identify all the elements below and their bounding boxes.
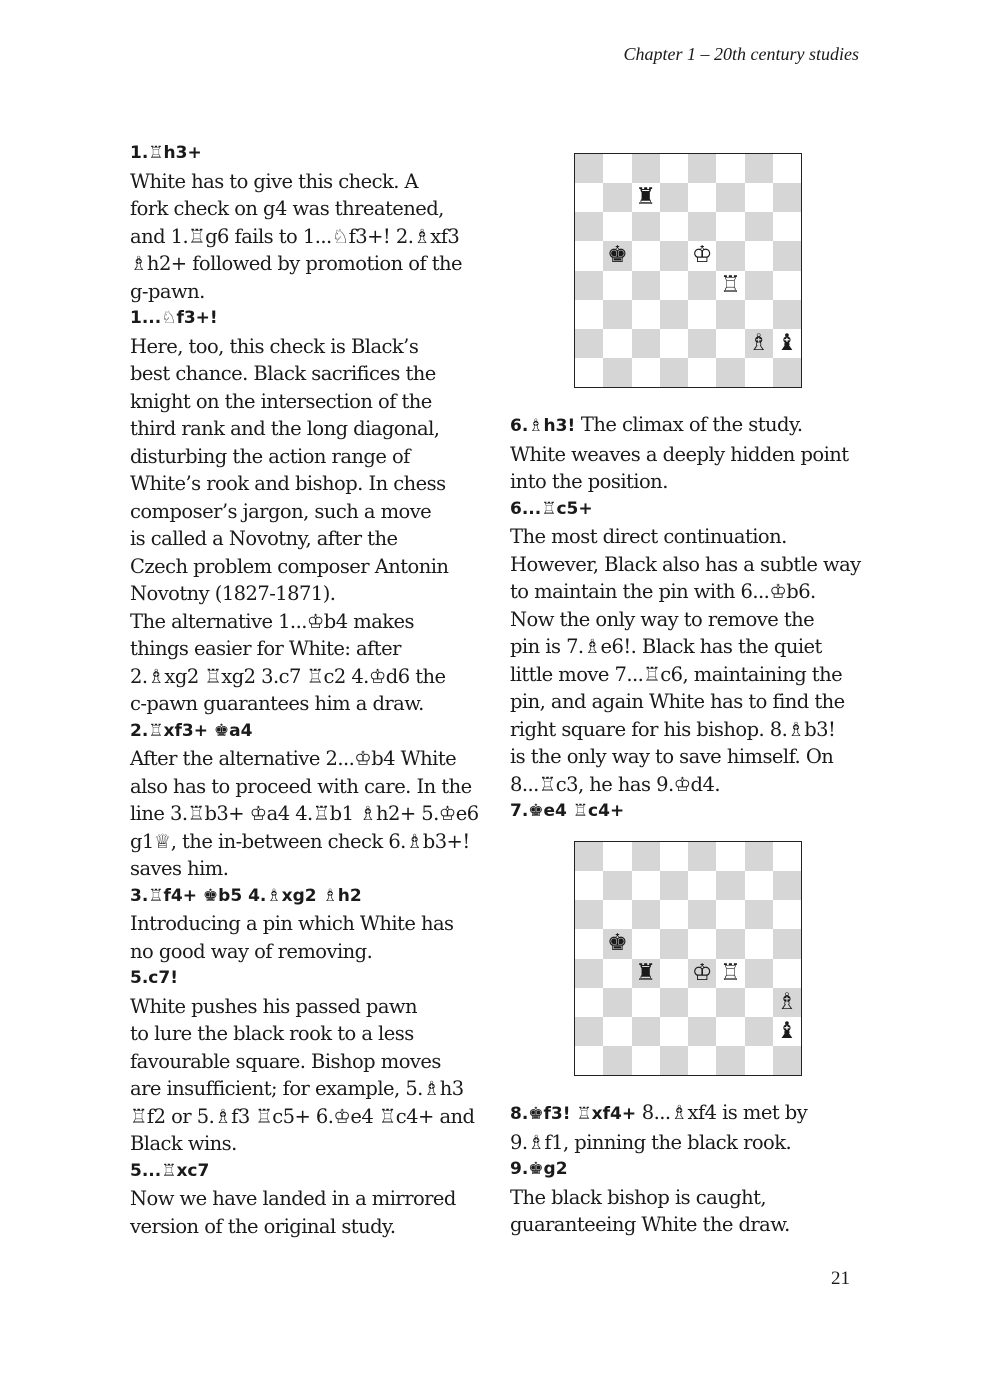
commentary-line: guaranteeing White the draw. — [510, 1213, 790, 1236]
board-square-b7 — [603, 871, 631, 900]
commentary-line: also has to proceed with care. In the — [130, 774, 472, 798]
board-square-h6 — [773, 212, 801, 241]
board-square-g4 — [745, 271, 773, 300]
board-square-b8 — [603, 842, 631, 871]
commentary-line: Introducing a pin which White has — [130, 912, 454, 935]
board-square-a7 — [575, 183, 603, 212]
commentary-line: saves him. — [130, 857, 229, 880]
board-square-e2 — [688, 329, 716, 358]
board-square-e3 — [688, 988, 716, 1017]
chess-piece: ♗ — [776, 988, 798, 1015]
commentary-line: 9.♗f1, pinning the black rook. — [510, 1130, 792, 1154]
commentary-line: no good way of removing. — [130, 939, 373, 963]
board-square-a8 — [575, 842, 603, 871]
board-square-d4 — [660, 959, 688, 988]
commentary-line: disturbing the action range of — [130, 444, 410, 468]
move-heading: 6...♖c5+ — [510, 498, 593, 519]
commentary-line: ♖f2 or 5.♗f3 ♖c5+ 6.♔e4 ♖c4+ and — [130, 1104, 475, 1128]
board-square-h3 — [773, 300, 801, 329]
chess-piece: ♜ — [635, 184, 656, 211]
board-square-a3 — [575, 988, 603, 1017]
board-square-e1 — [688, 1046, 716, 1075]
board-square-g2 — [745, 1017, 773, 1046]
board-square-e4 — [688, 271, 716, 300]
commentary-line: Czech problem composer Antonin — [130, 554, 449, 578]
commentary-line: White has to give this check. A — [130, 169, 419, 193]
board-square-f3 — [716, 300, 744, 329]
board-square-c1 — [632, 358, 660, 387]
commentary-line: things easier for White: after — [130, 637, 401, 660]
commentary-line: g1♕, the in-between check 6.♗b3+! — [130, 829, 470, 853]
board-square-f1 — [716, 358, 744, 387]
board-square-b3 — [603, 988, 631, 1017]
page-number: 21 — [831, 1268, 850, 1289]
board-square-f8 — [716, 842, 744, 871]
board-square-f7 — [716, 183, 744, 212]
board-square-b4 — [603, 959, 631, 988]
chess-piece: ♖ — [720, 959, 741, 986]
board-square-g3 — [745, 988, 773, 1017]
chapter-header: Chapter 1 – 20th century studies — [623, 44, 859, 64]
board-square-h4 — [773, 959, 801, 988]
board-square-h2 — [773, 1017, 801, 1046]
board-square-f5 — [716, 929, 744, 958]
board-square-c3 — [632, 300, 660, 329]
board-square-b7 — [603, 183, 631, 212]
right-column-lower — [510, 1099, 870, 1239]
board-square-a4 — [575, 959, 603, 988]
board-square-b2 — [603, 329, 631, 358]
chess-piece: ♔ — [691, 242, 713, 269]
board-square-h5 — [773, 241, 801, 270]
board-square-e6 — [688, 900, 716, 929]
board-square-a3 — [575, 300, 603, 329]
board-square-b2 — [603, 1017, 631, 1046]
commentary-line: c-pawn guarantees him a draw. — [130, 692, 424, 715]
commentary-line: third rank and the long diagonal, — [130, 417, 440, 440]
board-square-g8 — [745, 842, 773, 871]
board-square-g8 — [745, 154, 773, 183]
board-square-d8 — [660, 842, 688, 871]
move-heading: 8.♚f3! ♖xf4+ — [510, 1104, 637, 1124]
commentary-line: favourable square. Bishop moves — [130, 1049, 441, 1073]
board-square-c4 — [632, 959, 660, 988]
board-square-g4 — [745, 959, 773, 988]
commentary-line: is called a Novotny, after the — [130, 527, 398, 550]
board-square-b8 — [603, 154, 631, 183]
board-square-e8 — [688, 154, 716, 183]
board-square-a7 — [575, 871, 603, 900]
commentary-line: The climax of the study. — [575, 413, 803, 436]
board-square-b4 — [603, 271, 631, 300]
commentary-line: Novotny (1827-1871). — [130, 582, 336, 605]
board-square-f4 — [716, 959, 744, 988]
board-square-h8 — [773, 154, 801, 183]
board-square-e4 — [688, 959, 716, 988]
commentary-line: 8...♖c3, he has 9.♔d4. — [510, 772, 720, 796]
board-square-e5 — [688, 929, 716, 958]
move-with-commentary — [510, 1099, 870, 1129]
board-square-h8 — [773, 842, 801, 871]
board-square-b5 — [603, 929, 631, 958]
board-square-d7 — [660, 183, 688, 212]
board-square-a5 — [575, 241, 603, 270]
board-square-g6 — [745, 212, 773, 241]
board-square-c2 — [632, 1017, 660, 1046]
board-square-b1 — [603, 1046, 631, 1075]
board-square-c7 — [632, 871, 660, 900]
chess-piece: ♝ — [776, 329, 798, 356]
commentary-line: composer’s jargon, such a move — [130, 499, 432, 523]
commentary-line: best chance. Black sacrifices the — [130, 362, 436, 385]
board-square-g5 — [745, 929, 773, 958]
board-square-a8 — [575, 154, 603, 183]
board-square-g1 — [745, 1046, 773, 1075]
board-square-h3 — [773, 988, 801, 1017]
move-heading: 9.♚g2 — [510, 1159, 568, 1179]
chess-diagram-2 — [574, 841, 802, 1076]
board-square-h7 — [773, 183, 801, 212]
commentary-line: However, Black also has a subtle way — [510, 552, 861, 576]
commentary-line: fork check on g4 was threatened, — [130, 197, 444, 220]
board-square-d7 — [660, 871, 688, 900]
board-square-d5 — [660, 929, 688, 958]
board-square-a6 — [575, 212, 603, 241]
board-square-f8 — [716, 154, 744, 183]
commentary-line: right square for his bishop. 8.♗b3! — [510, 717, 836, 741]
commentary-line: ♗h2+ followed by promotion of the — [130, 252, 463, 275]
chess-piece: ♚ — [607, 242, 628, 269]
board-square-f5 — [716, 241, 744, 270]
board-square-e5 — [688, 241, 716, 270]
board-square-h2 — [773, 329, 801, 358]
commentary-line: g-pawn. — [130, 279, 205, 303]
board-square-g3 — [745, 300, 773, 329]
board-square-a1 — [575, 358, 603, 387]
board-square-e8 — [688, 842, 716, 871]
chess-piece: ♜ — [635, 959, 656, 986]
board-square-d6 — [660, 212, 688, 241]
move-with-commentary — [510, 411, 870, 441]
commentary-line: line 3.♖b3+ ♔a4 4.♖b1 ♗h2+ 5.♔e6 — [130, 802, 479, 825]
commentary-line: to maintain the pin with 6...♔b6. — [510, 580, 816, 603]
board-square-a1 — [575, 1046, 603, 1075]
board-square-e7 — [688, 183, 716, 212]
board-square-b6 — [603, 900, 631, 929]
commentary-line: Here, too, this check is Black’s — [130, 334, 419, 358]
board-square-d4 — [660, 271, 688, 300]
commentary-line: is the only way to save himself. On — [510, 745, 834, 768]
board-square-c1 — [632, 1046, 660, 1075]
commentary-line: The most direct continuation. — [510, 525, 787, 548]
board-square-c8 — [632, 154, 660, 183]
board-square-f1 — [716, 1046, 744, 1075]
chess-piece: ♝ — [776, 1017, 798, 1044]
board-square-d1 — [660, 358, 688, 387]
commentary-line: pin is 7.♗e6!. Black has the quiet — [510, 635, 822, 658]
board-square-c5 — [632, 929, 660, 958]
board-square-h7 — [773, 871, 801, 900]
board-square-g7 — [745, 183, 773, 212]
board-square-d2 — [660, 329, 688, 358]
commentary-line: and 1.♖g6 fails to 1...♘f3+! 2.♗xf3 — [130, 224, 460, 248]
board-square-g2 — [745, 329, 773, 358]
board-square-f2 — [716, 329, 744, 358]
board-square-g7 — [745, 871, 773, 900]
commentary-line: White weaves a deeply hidden point — [510, 442, 849, 466]
commentary-line: Black wins. — [130, 1132, 237, 1155]
board-square-c2 — [632, 329, 660, 358]
board-square-f6 — [716, 212, 744, 241]
board-square-b1 — [603, 358, 631, 387]
commentary-line: into the position. — [510, 470, 668, 493]
commentary-line: version of the original study. — [130, 1214, 396, 1238]
board-square-d3 — [660, 988, 688, 1017]
board-square-c4 — [632, 271, 660, 300]
move-heading: 1...♘f3+! — [130, 308, 218, 328]
board-square-h4 — [773, 271, 801, 300]
board-square-e1 — [688, 358, 716, 387]
board-square-a6 — [575, 900, 603, 929]
board-square-f4 — [716, 271, 744, 300]
board-square-e2 — [688, 1017, 716, 1046]
board-square-f2 — [716, 1017, 744, 1046]
move-heading: 5.c7! — [130, 968, 178, 988]
board-square-d2 — [660, 1017, 688, 1046]
board-square-g1 — [745, 358, 773, 387]
commentary-line: White pushes his passed pawn — [130, 994, 418, 1018]
board-square-e7 — [688, 871, 716, 900]
board-square-b6 — [603, 212, 631, 241]
chess-piece: ♚ — [607, 930, 628, 957]
commentary-line: 8...♗xf4 is met by — [636, 1101, 808, 1124]
board-square-b5 — [603, 241, 631, 270]
move-heading: 5...♖xc7 — [130, 1160, 210, 1181]
board-square-f6 — [716, 900, 744, 929]
board-square-d1 — [660, 1046, 688, 1075]
commentary-line: The black bishop is caught, — [510, 1185, 767, 1209]
board-square-g6 — [745, 900, 773, 929]
board-square-c7 — [632, 183, 660, 212]
commentary-line: After the alternative 2...♔b4 White — [130, 747, 457, 770]
move-heading: 3.♖f4+ ♚b5 4.♗xg2 ♗h2 — [130, 885, 362, 906]
chess-piece: ♗ — [748, 329, 769, 356]
left-column — [130, 140, 490, 1240]
commentary-line: White’s rook and bishop. In chess — [130, 472, 446, 495]
board-square-d5 — [660, 241, 688, 270]
move-heading: 7.♚e4 ♖c4+ — [510, 801, 625, 821]
commentary-line: are insufficient; for example, 5.♗h3 — [130, 1077, 464, 1100]
commentary-line: pin, and again White has to find the — [510, 690, 845, 713]
commentary-line: Now the only way to remove the — [510, 607, 815, 631]
commentary-line: little move 7...♖c6, maintaining the — [510, 662, 843, 686]
board-square-c6 — [632, 900, 660, 929]
move-heading: 1.♖h3+ — [130, 143, 202, 163]
chess-diagram-1 — [574, 153, 802, 388]
board-square-h1 — [773, 1046, 801, 1075]
board-square-f3 — [716, 988, 744, 1017]
board-square-e3 — [688, 300, 716, 329]
move-heading: 6.♗h3! — [510, 416, 576, 436]
board-square-a4 — [575, 271, 603, 300]
commentary-line: to lure the black rook to a less — [130, 1022, 414, 1045]
board-square-d6 — [660, 900, 688, 929]
move-heading: 2.♖xf3+ ♚a4 — [130, 720, 253, 741]
board-square-c8 — [632, 842, 660, 871]
board-square-h1 — [773, 358, 801, 387]
commentary-line: 2.♗xg2 ♖xg2 3.c7 ♖c2 4.♔d6 the — [130, 664, 446, 688]
board-square-a2 — [575, 329, 603, 358]
board-square-f7 — [716, 871, 744, 900]
board-square-e6 — [688, 212, 716, 241]
chess-piece: ♔ — [691, 959, 713, 986]
commentary-line: The alternative 1...♔b4 makes — [130, 609, 414, 633]
board-square-g5 — [745, 241, 773, 270]
commentary-line: knight on the intersection of the — [130, 389, 432, 413]
board-square-a5 — [575, 929, 603, 958]
right-column-upper — [510, 411, 870, 826]
board-square-d3 — [660, 300, 688, 329]
board-square-h5 — [773, 929, 801, 958]
chess-piece: ♖ — [720, 271, 741, 298]
board-square-a2 — [575, 1017, 603, 1046]
board-square-d8 — [660, 154, 688, 183]
board-square-c6 — [632, 212, 660, 241]
board-square-c5 — [632, 241, 660, 270]
board-square-h6 — [773, 900, 801, 929]
board-square-b3 — [603, 300, 631, 329]
board-square-c3 — [632, 988, 660, 1017]
commentary-line: Now we have landed in a mirrored — [130, 1187, 456, 1210]
